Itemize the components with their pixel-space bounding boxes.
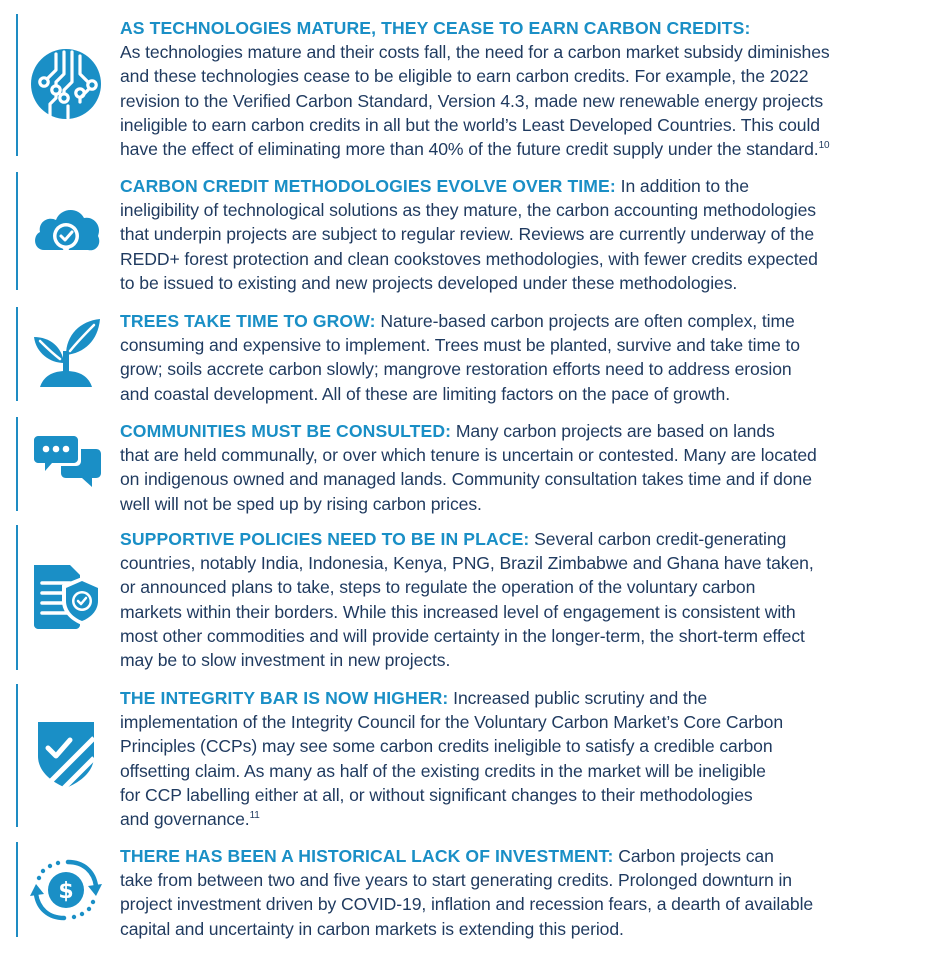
body-line: may be to slow investment in new projects.	[120, 650, 451, 671]
section-rule	[16, 307, 18, 401]
body-line: on indigenous owned and managed lands. Community consultation takes time and if done	[120, 469, 812, 490]
first-line	[120, 419, 880, 443]
body-line: ineligibility of technological solutions as they mature, the carbon accounting methodologies	[120, 200, 816, 221]
section-text	[120, 686, 880, 831]
body-line: that are held communally, or over which tenure is uncertain or contested. Many are located	[120, 445, 817, 466]
section-heading: CARBON CREDIT METHODOLOGIES EVOLVE OVER TIME:	[120, 176, 616, 196]
shield-check-icon	[30, 718, 102, 790]
footnote-ref[interactable]: 10	[818, 140, 830, 152]
section-rule	[16, 525, 18, 670]
body-line: well will not be sped up by rising carbon prices.	[120, 493, 482, 514]
first-line	[120, 174, 880, 198]
body-line: Principles (CCPs) may see some carbon credits ineligible to satisfy a credible carbon	[120, 736, 773, 757]
cloud-check-icon	[30, 194, 102, 266]
body-line: As technologies mature and their costs fall, the need for a carbon market subsidy diminishes	[120, 42, 830, 63]
section-heading: THERE HAS BEEN A HISTORICAL LACK OF INVESTMENT:	[120, 846, 614, 866]
body-line: markets within their borders. While this increased level of engagement is consistent with	[120, 601, 796, 622]
section-rule	[16, 172, 18, 290]
body-line: and these technologies cease to be eligible to earn carbon credits. For example, the 2022	[120, 66, 809, 87]
section-trees-grow	[0, 307, 938, 404]
section-technologies-mature	[0, 14, 938, 160]
footnote-ref[interactable]: 11	[249, 810, 260, 822]
body-line: take from between two and five years to start generating credits. Prolonged downturn in	[120, 870, 792, 891]
section-heading: AS TECHNOLOGIES MATURE, THEY CEASE TO EARN CARBON CREDITS:	[120, 18, 751, 38]
body-line: countries, notably India, Indonesia, Kenya, PNG, Brazil Zimbabwe and Ghana have taken,	[120, 553, 814, 574]
section-rule	[16, 417, 18, 511]
section-supportive-policies	[0, 525, 938, 670]
body-line: capital and uncertainty in carbon markets is extending this period.	[120, 918, 624, 939]
dollar-cycle-icon	[30, 854, 102, 926]
first-line	[120, 686, 880, 710]
body-line: for CCP labelling either at all, or without significant changes to their methodologies	[120, 784, 753, 805]
section-communities-consulted	[0, 417, 938, 514]
section-text	[120, 844, 880, 941]
first-line-rest: Carbon projects can	[618, 846, 774, 866]
body-line: implementation of the Integrity Council for the Voluntary Carbon Market’s Core Carbon	[120, 712, 784, 733]
section-rule	[16, 842, 18, 937]
body-line-text: and governance.	[120, 809, 250, 830]
body-line: grow; soils accrete carbon slowly; mangrove restoration efforts need to address erosion	[120, 359, 792, 380]
body-line: revision to the Verified Carbon Standard, Version 4.3, made new renewable energy projects	[120, 90, 824, 111]
section-heading: TREES TAKE TIME TO GROW:	[120, 311, 376, 331]
first-line-rest: Increased public scrutiny and the	[453, 688, 708, 708]
body-line: REDD+ forest protection and clean cookstoves methodologies, with fewer credits expected	[120, 248, 818, 269]
body-line: or announced plans to take, steps to regulate the operation of the voluntary carbon	[120, 577, 756, 598]
first-line	[120, 527, 880, 551]
body-line-last	[120, 807, 880, 831]
section-heading: SUPPORTIVE POLICIES NEED TO BE IN PLACE:	[120, 529, 530, 549]
policy-shield-icon	[30, 561, 102, 633]
first-line-rest: In addition to the	[620, 176, 749, 196]
chat-bubbles-icon	[30, 427, 102, 499]
first-line-rest: Many carbon projects are based on lands	[455, 421, 775, 441]
section-methodologies-evolve	[0, 172, 938, 293]
body-line: offsetting claim. As many as half of the existing credits in the market will be ineligible	[120, 760, 766, 781]
body-line: consuming and expensive to implement. Trees must be planted, survive and take time to	[120, 335, 800, 356]
body-line-last	[120, 137, 880, 161]
first-line	[120, 844, 880, 868]
section-integrity-bar	[0, 684, 938, 830]
body-line-text: have the effect of eliminating more than 40% of the future credit supply under the standard.	[120, 139, 819, 160]
sprout-icon	[30, 315, 102, 387]
body-line: that underpin projects are subject to regular review. Reviews are currently underway of the	[120, 224, 815, 245]
section-rule	[16, 684, 18, 827]
section-text	[120, 309, 880, 406]
section-heading: COMMUNITIES MUST BE CONSULTED:	[120, 421, 452, 441]
body-line: ineligible to earn carbon credits in all but the world’s Least Developed Countries. This could	[120, 114, 820, 135]
section-heading: THE INTEGRITY BAR IS NOW HIGHER:	[120, 688, 449, 708]
svg-text:$: $	[58, 879, 74, 904]
body-line: most other commodities and will provide certainty in the longer-term, the short-term effect	[120, 625, 805, 646]
section-lack-of-investment	[0, 842, 938, 937]
first-line-rest: Several carbon credit-generating	[534, 529, 787, 549]
first-line	[120, 309, 880, 333]
section-text	[120, 527, 880, 672]
section-text	[120, 174, 880, 295]
body-line: project investment driven by COVID-19, inflation and recession fears, a dearth of available	[120, 894, 814, 915]
section-text	[120, 16, 880, 161]
circuit-icon	[30, 48, 102, 120]
section-rule	[16, 14, 18, 156]
section-text	[120, 419, 880, 516]
first-line-rest: Nature-based carbon projects are often complex, time	[380, 311, 795, 331]
body-line: and coastal development. All of these are limiting factors on the pace of growth.	[120, 383, 730, 404]
body-line: to be issued to existing and new projects developed under these methodologies.	[120, 272, 738, 293]
